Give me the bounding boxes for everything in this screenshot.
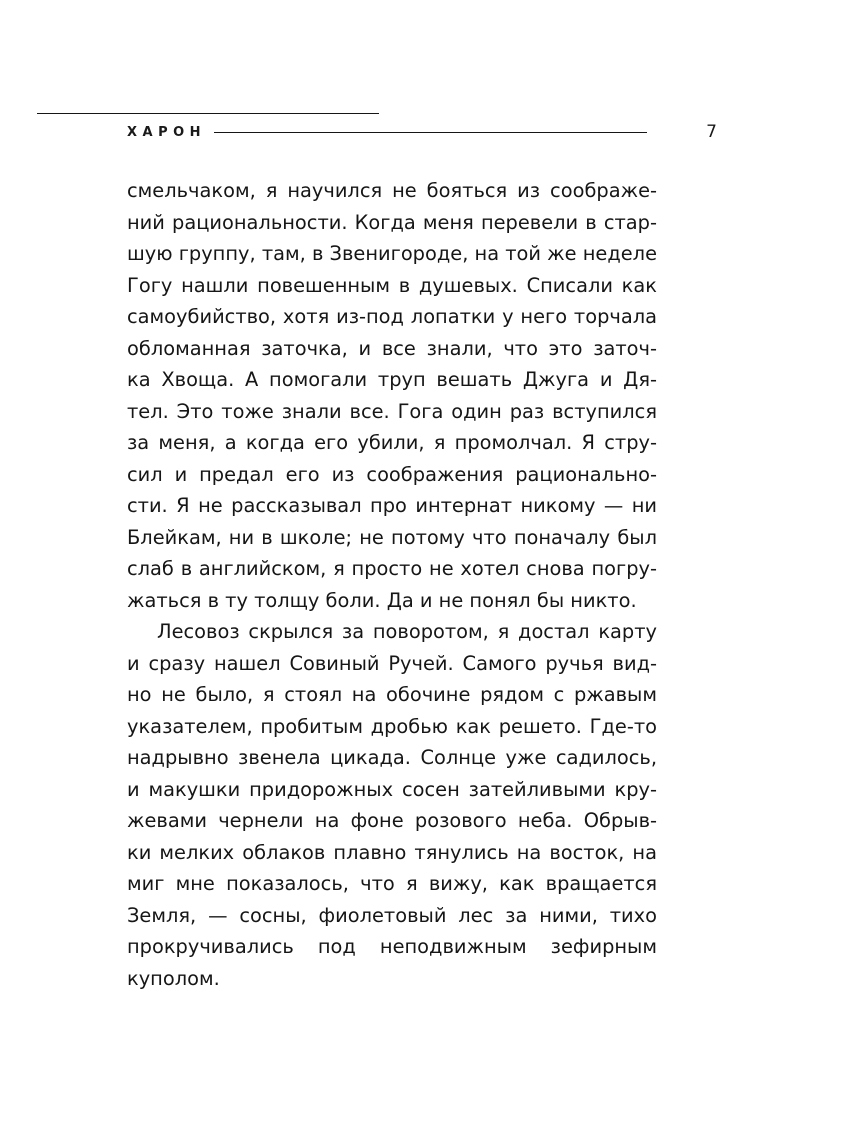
text-line: жевами чернели на фоне розового неба. Обрыв- xyxy=(127,809,657,832)
text-line: сил и предал его из соображения рационально- xyxy=(127,462,657,486)
text-line: шую группу, там, в Звенигороде, на той же неделе xyxy=(127,242,657,265)
text-line: смельчаком, я научился не бояться из соображе- xyxy=(127,179,657,202)
text-line: и макушки придорожных сосен затейливыми кру- xyxy=(127,777,657,801)
text-line: прокручивались под неподвижным зефирным xyxy=(127,935,657,958)
text-line: надрывно звенела цикада. Солнце уже садилось, xyxy=(127,746,657,769)
text-line: Земля, — сосны, фиолетовый лес за ними, тихо xyxy=(127,903,657,927)
text-line: жаться в ту толщу боли. Да и не понял бы никто. xyxy=(127,588,637,612)
text-line: слаб в английском, я просто не хотел снова погру- xyxy=(127,557,657,580)
text-line: и сразу нашел Совиный Ручей. Самого ручья вид- xyxy=(127,651,657,675)
text-line: Гогу нашли повешенным в душевых. Списали как xyxy=(127,273,657,297)
running-head-rule xyxy=(214,132,647,133)
running-head-title: ХАРОН xyxy=(127,124,207,140)
text-line: самоубийство, хотя из-под лопатки у него торчала xyxy=(127,305,657,328)
text-line: ки мелких облаков плавно тянулись на восток, на xyxy=(127,840,657,864)
text-line: Блейкам, ни в школе; не потому что поначалу был xyxy=(127,525,657,549)
text-line: тел. Это тоже знали все. Гога один раз вступился xyxy=(127,399,657,423)
text-line: за меня, а когда его убили, я промолчал. Я стру- xyxy=(127,431,657,454)
text-line: Лесовоз скрылся за поворотом, я достал карту xyxy=(157,620,657,643)
text-line: миг мне показалось, что я вижу, как вращается xyxy=(127,872,657,895)
top-rule xyxy=(37,113,379,114)
text-line: ний рациональности. Когда меня перевели в стар- xyxy=(127,210,657,234)
text-line: сти. Я не рассказывал про интернат никому — ни xyxy=(127,494,657,517)
text-line: указателем, пробитым дробью как решето. Где-то xyxy=(127,714,657,738)
page-number: 7 xyxy=(706,122,717,142)
text-line: но не было, я стоял на обочине рядом с ржавым xyxy=(127,683,657,706)
running-head xyxy=(127,120,717,144)
text-line: куполом. xyxy=(127,966,220,990)
text-line: ка Хвоща. А помогали труп вешать Джуга и Дя- xyxy=(127,368,657,391)
body-text xyxy=(127,175,657,994)
text-line: обломанная заточка, и все знали, что это заточ- xyxy=(127,336,657,360)
